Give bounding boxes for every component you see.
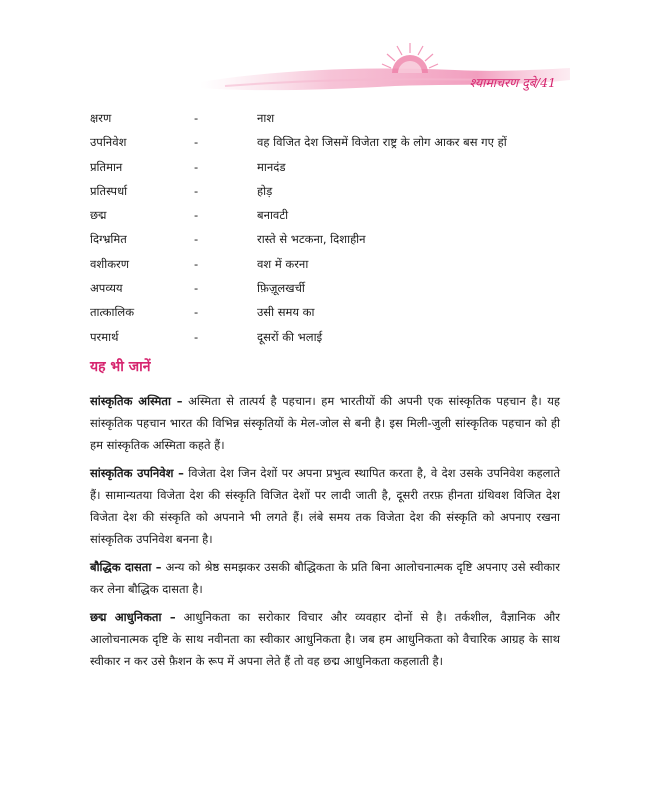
definition-paragraph — [90, 390, 560, 456]
definition-text: आधुनिकता का सरोकार विचार और व्यवहार दोनों से है। तर्कशील, वैज्ञानिक और आलोचनात्मक दृष्टि के साथ नवीनता का स्वीकार आधुनिकता है। जब हम आधुनिकता को वैचारिक आग्रह के साथ स्वीकार न कर उसे फ़ैशन के रूप में अपना लेते हैं तो वह छद्म आधुनिकता कहलाती है। — [90, 610, 560, 668]
definition-paragraph — [90, 556, 560, 600]
glossary-dash: - — [194, 111, 199, 125]
glossary-meaning: नाश — [257, 111, 275, 125]
definition-term: सांस्कृतिक उपनिवेश – — [90, 466, 184, 480]
definition-term: बौद्धिक दासता – — [90, 560, 162, 574]
glossary-row — [90, 158, 570, 182]
glossary-term: तात्कालिक — [90, 305, 135, 320]
glossary-term: परमार्थ — [90, 329, 119, 344]
glossary-dash: - — [194, 281, 199, 296]
sunburst-icon — [382, 43, 438, 73]
definitions-section — [90, 390, 560, 678]
glossary-term: छद्म — [90, 208, 107, 223]
glossary-meaning: उसी समय का — [257, 305, 315, 320]
glossary-row — [90, 303, 570, 327]
page-number: 41 — [540, 75, 556, 90]
chapter-author: श्यामाचरण दुबे — [469, 75, 536, 90]
glossary-dash: - — [194, 305, 199, 320]
glossary-row — [90, 206, 570, 230]
glossary-meaning: फ़िज़ूलखर्ची — [257, 281, 305, 296]
glossary-meaning: मानदंड — [257, 159, 286, 174]
section-title: यह भी जानें — [90, 359, 151, 375]
definition-paragraph — [90, 606, 560, 672]
definition-text: अस्मिता से तात्पर्य है पहचान। हम भारतीयों की अपनी एक सांस्कृतिक पहचान है। यह सांस्कृतिक पहचान भारत की विभिन्न संस्कृतियों के मेल-जोल से बनी है। इस मिली-जुली सांस्कृतिक पहचान को ही हम सांस्कृतिक अस्मिता कहते हैं। — [90, 394, 560, 452]
glossary-list — [90, 109, 570, 352]
glossary-dash: - — [194, 232, 199, 247]
glossary-dash: - — [194, 159, 199, 174]
glossary-dash: - — [194, 256, 199, 271]
glossary-term: वशीकरण — [90, 256, 130, 271]
definition-text: अन्य को श्रेष्ठ समझकर उसकी बौद्धिकता के प्रति बिना आलोचनात्मक दृष्टि अपनाए उसे स्वीकार कर लेना बौद्धिक दासता है। — [90, 560, 560, 596]
glossary-term: अपव्यय — [90, 281, 123, 296]
glossary-dash: - — [194, 135, 199, 150]
glossary-meaning: बनावटी — [257, 208, 289, 223]
glossary-term: क्षरण — [90, 111, 112, 125]
glossary-dash: - — [194, 208, 199, 223]
glossary-meaning: रास्ते से भटकना, दिशाहीन — [257, 232, 366, 247]
glossary-term: दिग्भ्रमित — [90, 232, 127, 247]
glossary-dash: - — [194, 183, 199, 198]
glossary-term: प्रतिमान — [90, 159, 123, 174]
glossary-meaning: दूसरों की भलाई — [257, 329, 323, 344]
definition-term: छद्म आधुनिकता – — [90, 610, 176, 624]
glossary-term: उपनिवेश — [90, 135, 127, 150]
glossary-row — [90, 279, 570, 303]
glossary-row — [90, 109, 570, 133]
definition-paragraph — [90, 462, 560, 550]
glossary-row — [90, 133, 570, 157]
glossary-meaning: होड़ — [257, 183, 273, 198]
glossary-meaning: वश में करना — [257, 256, 309, 271]
definition-term: सांस्कृतिक अस्मिता – — [90, 394, 183, 408]
glossary-row — [90, 328, 570, 352]
glossary-dash: - — [194, 329, 199, 344]
glossary-term: प्रतिस्पर्धा — [90, 183, 128, 198]
glossary-row — [90, 230, 570, 254]
page-header — [470, 74, 556, 91]
glossary-row — [90, 255, 570, 279]
glossary-row — [90, 182, 570, 206]
header-brush-decoration — [195, 40, 575, 100]
glossary-meaning: वह विजित देश जिसमें विजेता राष्ट्र के लोग आकर बस गए हों — [257, 135, 507, 150]
header-separator: / — [535, 75, 541, 90]
definition-text: विजेता देश जिन देशों पर अपना प्रभुत्व स्थापित करता है, वे देश उसके उपनिवेश कहलाते हैं। सामान्यतया विजेता देश की संस्कृति विजित देशों पर लादी जाती है, दूसरी तरफ़ हीनता ग्रंथिवश विजित देश विजेता देश की संस्कृति को अपनाने भी लगते हैं। लंबे समय तक विजेता देश की संस्कृति को अपनाए रखना सांस्कृतिक उपनिवेश बनना है। — [90, 466, 560, 546]
